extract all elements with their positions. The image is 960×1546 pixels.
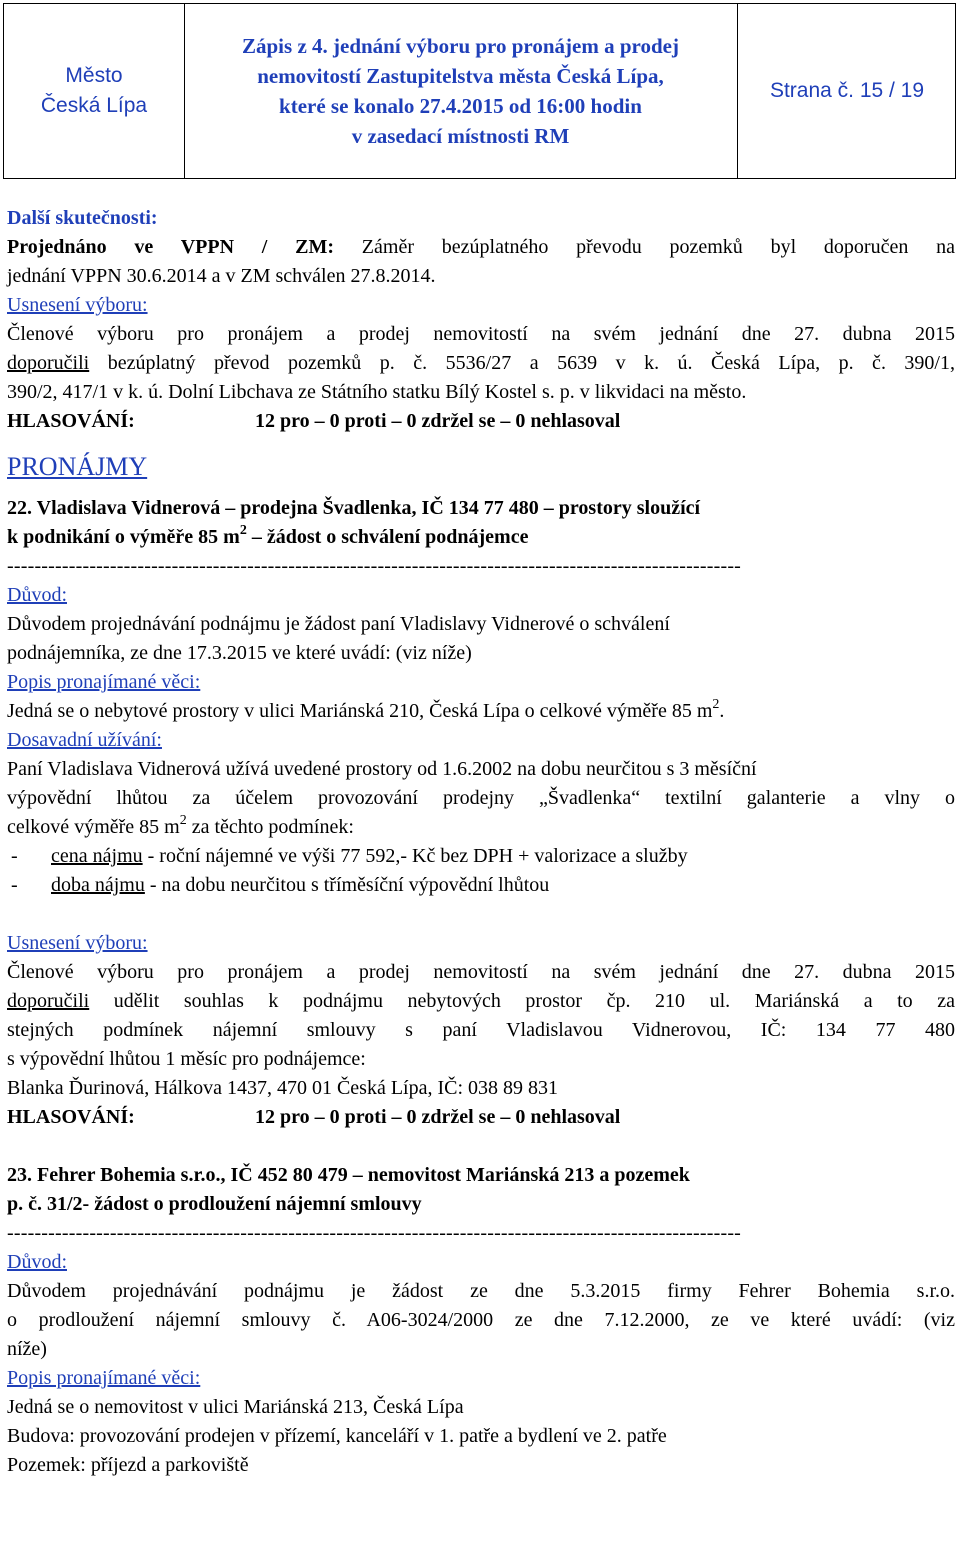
superscript: 2	[712, 697, 720, 712]
paragraph-line	[7, 813, 955, 842]
title-line: Zápis z 4. jednání výboru pro pronájem a prodej	[242, 34, 679, 58]
item-title: 22. Vladislava Vidnerová – prodejna Švadlenka, IČ 134 77 480 – prostory sloužící	[7, 497, 701, 519]
vote-line	[7, 1103, 955, 1132]
title-line: nemovitostí Zastupitelstva města Česká Lípa,	[257, 64, 664, 88]
paragraph-line: podnájemníka, ze dne 17.3.2015 ve které uvádí: (viz níže)	[7, 642, 472, 664]
label-duvod: Důvod:	[7, 1251, 67, 1273]
bullet-text: - roční nájemné ve výši 77 592,- Kč bez DPH + valorizace a služby	[142, 845, 688, 867]
bullet-mark: -	[11, 845, 18, 867]
text-run: Jedná se o nebytové prostory v ulici Mariánská 210, Česká Lípa o celkové výměře 85 m	[7, 700, 713, 722]
list-item	[7, 842, 955, 871]
text-run: bezúplatný převod pozemků p. č. 5536/27 a 5639 v k. ú. Česká Lípa, p. č. 390/1,	[89, 352, 955, 374]
paragraph-line: Členové výboru pro pronájem a prodej nemovitostí na svém jednání dne 27. dubna 2015	[7, 323, 955, 345]
item-title	[7, 523, 955, 552]
label-duvod: Důvod:	[7, 584, 67, 606]
text-run: celkové výměře 85 m	[7, 816, 180, 838]
text-run: .	[719, 700, 725, 722]
city-name-line2: Česká Lípa	[40, 94, 148, 117]
bullet-term: doba nájmu	[51, 874, 145, 896]
header-title-cell	[184, 4, 738, 178]
text-run: – žádost o schválení podnájemce	[246, 526, 529, 548]
vote-label: HLASOVÁNÍ:	[7, 410, 135, 432]
text-run: udělit souhlas k podnájmu nebytových prostor čp. 210 ul. Mariánská a to za	[89, 990, 955, 1012]
bullet-text: - na dobu neurčitou s tříměsíční výpovědní lhůtou	[144, 874, 550, 896]
paragraph-line	[7, 233, 955, 262]
separator-dashes: -----------------------------------------------------------------------------------------------------------	[7, 555, 742, 577]
paragraph-line	[7, 349, 955, 378]
vote-label: HLASOVÁNÍ:	[7, 1106, 135, 1128]
paragraph-line: Blanka Ďurinová, Hálkova 1437, 470 01 Česká Lípa, IČ: 038 89 831	[7, 1077, 559, 1099]
paragraph-line: Jedná se o nemovitost v ulici Mariánská 213, Česká Lípa	[7, 1396, 464, 1418]
heading-other-facts: Další skutečnosti:	[7, 207, 158, 229]
separator-dashes: -----------------------------------------------------------------------------------------------------------	[7, 1222, 742, 1244]
paragraph-line: Členové výboru pro pronájem a prodej nemovitostí na svém jednání dne 27. dubna 2015	[7, 961, 955, 983]
bullet-term: cena nájmu	[51, 845, 143, 867]
label-popis: Popis pronajímané věci:	[7, 1367, 201, 1389]
text-run: za těchto podmínek:	[186, 816, 354, 838]
paragraph-line	[7, 697, 955, 726]
paragraph-line: s výpovědní lhůtou 1 měsíc pro podnájemce:	[7, 1048, 366, 1070]
underlined-word: doporučili	[7, 352, 90, 374]
paragraph-line: 390/2, 417/1 v k. ú. Dolní Libchava ze Státního statku Bílý Kostel s. p. v likvidaci na město.	[7, 381, 747, 403]
section-title: PRONÁJMY	[7, 452, 148, 481]
header-city-cell	[4, 4, 185, 178]
document-body	[7, 190, 955, 1480]
page-number: Strana č. 15 / 19	[769, 79, 925, 102]
document-header	[3, 3, 956, 179]
paragraph-line: Paní Vladislava Vidnerová užívá uvedené prostory od 1.6.2002 na dobu neurčitou s 3 měsíční	[7, 758, 757, 780]
vote-value: 12 pro – 0 proti – 0 zdržel se – 0 nehlasoval	[255, 410, 621, 432]
header-page-cell	[738, 4, 956, 178]
title-line: které se konalo 27.4.2015 od 16:00 hodin	[279, 94, 642, 118]
vote-line	[7, 407, 955, 436]
list-item	[7, 871, 955, 900]
label-popis: Popis pronajímané věci:	[7, 671, 201, 693]
bold-lead: Projednáno ve VPPN / ZM:	[7, 236, 335, 258]
document-title	[242, 31, 679, 151]
superscript: 2	[179, 813, 187, 828]
underlined-word: doporučili	[7, 990, 90, 1012]
paragraph-line: Důvodem projednávání podnájmu je žádost ze dne 5.3.2015 firmy Fehrer Bohemia s.r.o.	[7, 1280, 955, 1302]
bullet-mark: -	[11, 874, 18, 896]
item-title: 23. Fehrer Bohemia s.r.o., IČ 452 80 479 – nemovitost Mariánská 213 a pozemek	[7, 1164, 690, 1186]
paragraph-line: výpovědní lhůtou za účelem provozování prodejny „Švadlenka“ textilní galanterie a vlny o	[7, 787, 955, 809]
city-name-line1: Město	[65, 64, 123, 87]
vote-value: 12 pro – 0 proti – 0 zdržel se – 0 nehlasoval	[255, 1106, 621, 1128]
text-run: Záměr bezúplatného převodu pozemků byl doporučen na	[334, 236, 955, 258]
text-run: k podnikání o výměře 85 m	[7, 526, 240, 548]
superscript: 2	[239, 523, 247, 538]
label-dosavadni: Dosavadní užívání:	[7, 729, 162, 751]
paragraph-line	[7, 987, 955, 1016]
paragraph-line: Pozemek: příjezd a parkoviště	[7, 1454, 249, 1476]
paragraph-line: jednání VPPN 30.6.2014 a v ZM schválen 27.8.2014.	[7, 265, 436, 287]
item-title: p. č. 31/2- žádost o prodloužení nájemní smlouvy	[7, 1193, 422, 1215]
paragraph-line: stejných podmínek nájemní smlouvy s paní Vladislavou Vidnerovou, IČ: 134 77 480	[7, 1019, 955, 1041]
paragraph-line: Budova: provozování prodejen v přízemí, kanceláří v 1. patře a bydlení ve 2. patře	[7, 1425, 667, 1447]
label-usneseni: Usnesení výboru:	[7, 932, 148, 954]
paragraph-line: Důvodem projednávání podnájmu je žádost paní Vladislavy Vidnerové o schválení	[7, 613, 670, 635]
title-line: v zasedací místnosti RM	[351, 124, 570, 148]
paragraph-line: níže)	[7, 1338, 47, 1360]
paragraph-line: o prodloužení nájemní smlouvy č. A06-3024/2000 ze dne 7.12.2000, ze ve které uvádí: (viz	[7, 1309, 955, 1331]
label-usneseni: Usnesení výboru:	[7, 294, 148, 316]
